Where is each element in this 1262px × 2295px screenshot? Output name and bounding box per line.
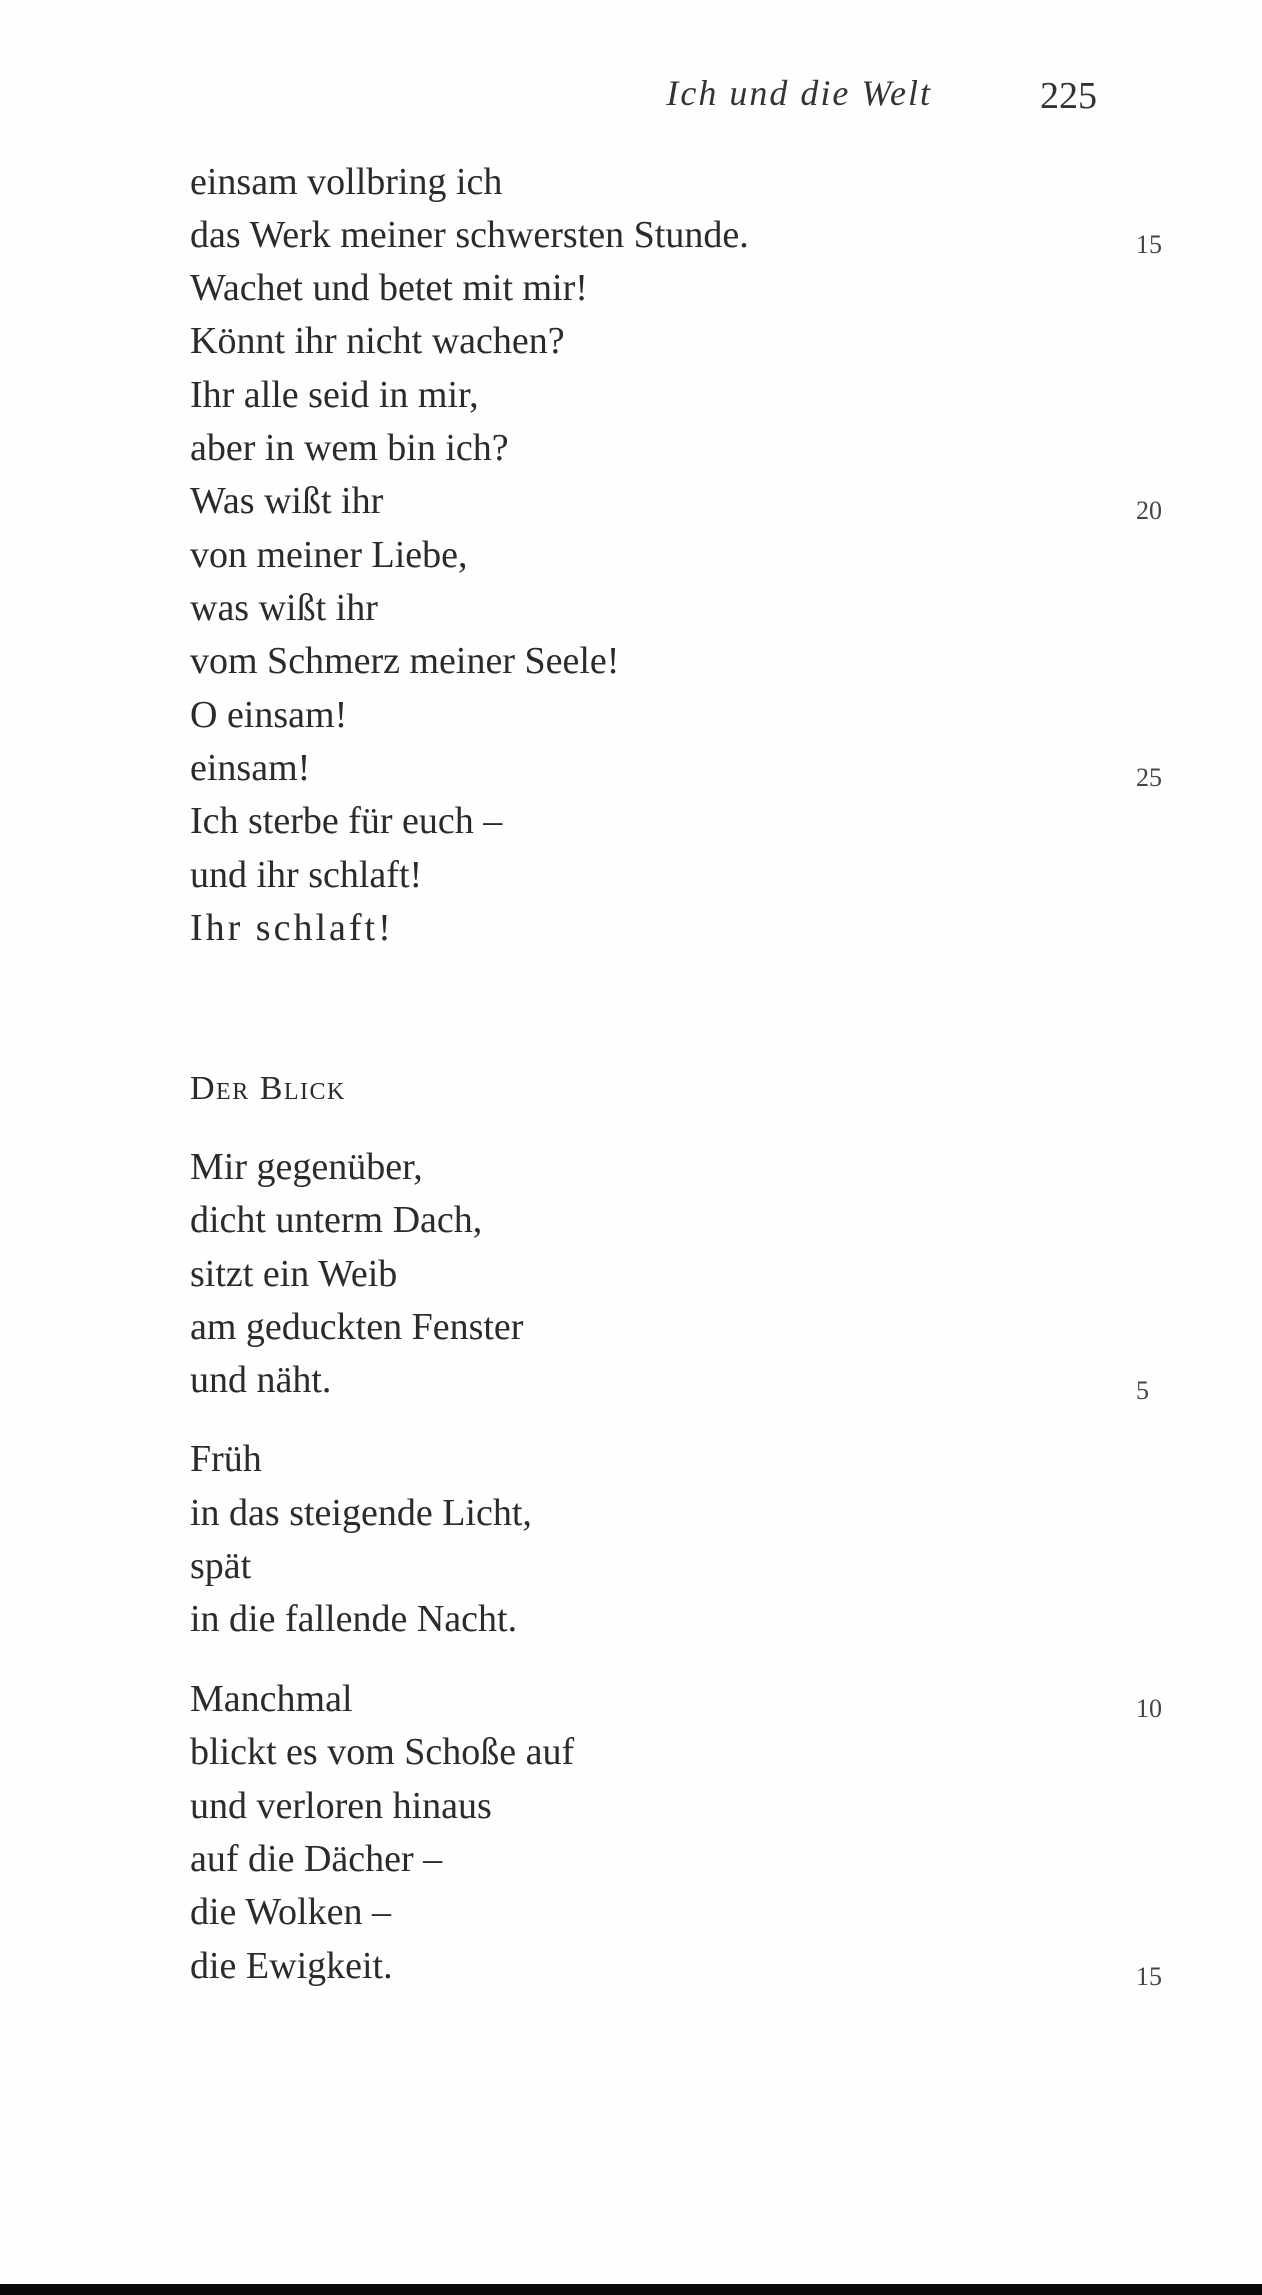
running-title: Ich und die Welt bbox=[666, 73, 932, 113]
scan-edge-bar bbox=[0, 2284, 1262, 2295]
page-number: 225 bbox=[1040, 75, 1097, 117]
line-number: 20 bbox=[1136, 496, 1162, 525]
verse-line: in das steigende Licht, bbox=[190, 1492, 532, 1534]
verse-line: Ich sterbe für euch – bbox=[190, 800, 503, 842]
verse-line: und verloren hinaus bbox=[190, 1785, 492, 1827]
verse-line: in die fallende Nacht. bbox=[190, 1598, 518, 1640]
verse-line: vom Schmerz meiner Seele! bbox=[190, 640, 620, 682]
verse-line: am geduckten Fenster bbox=[190, 1306, 524, 1348]
verse-line: Ihr schlaft! bbox=[190, 907, 394, 949]
verse-line: blickt es vom Schoße auf bbox=[190, 1731, 575, 1773]
verse-line: Was wißt ihr bbox=[190, 480, 384, 522]
verse-line: Mir gegenüber, bbox=[190, 1146, 423, 1188]
verse-line: die Wolken – bbox=[190, 1891, 391, 1933]
verse-line: Ihr alle seid in mir, bbox=[190, 374, 479, 416]
line-number: 10 bbox=[1136, 1694, 1162, 1723]
verse-line: das Werk meiner schwersten Stunde. bbox=[190, 214, 749, 256]
verse-line: sitzt ein Weib bbox=[190, 1253, 398, 1295]
verse-line: Wachet und betet mit mir! bbox=[190, 267, 588, 309]
verse-line: von meiner Liebe, bbox=[190, 534, 468, 576]
line-number: 15 bbox=[1136, 230, 1162, 259]
verse-line: dicht unterm Dach, bbox=[190, 1199, 483, 1241]
verse-line: Früh bbox=[190, 1438, 262, 1480]
verse-line: auf die Dächer – bbox=[190, 1838, 443, 1880]
verse-line: O einsam! bbox=[190, 694, 348, 736]
verse-line: spät bbox=[190, 1545, 252, 1587]
line-number: 15 bbox=[1136, 1962, 1162, 1991]
verse-line: und näht. bbox=[190, 1359, 332, 1401]
line-number: 5 bbox=[1136, 1376, 1149, 1405]
verse-line: einsam! bbox=[190, 747, 311, 789]
verse-line: Könnt ihr nicht wachen? bbox=[190, 320, 565, 362]
verse-line: und ihr schlaft! bbox=[190, 854, 423, 896]
poem-title: Der Blick bbox=[190, 1070, 346, 1107]
verse-line: aber in wem bin ich? bbox=[190, 427, 509, 469]
verse-line: einsam vollbring ich bbox=[190, 161, 503, 203]
verse-line: die Ewigkeit. bbox=[190, 1945, 393, 1987]
line-number: 25 bbox=[1136, 763, 1162, 792]
verse-line: Manchmal bbox=[190, 1678, 353, 1720]
running-head bbox=[0, 68, 1262, 128]
verse-line: was wißt ihr bbox=[190, 587, 378, 629]
